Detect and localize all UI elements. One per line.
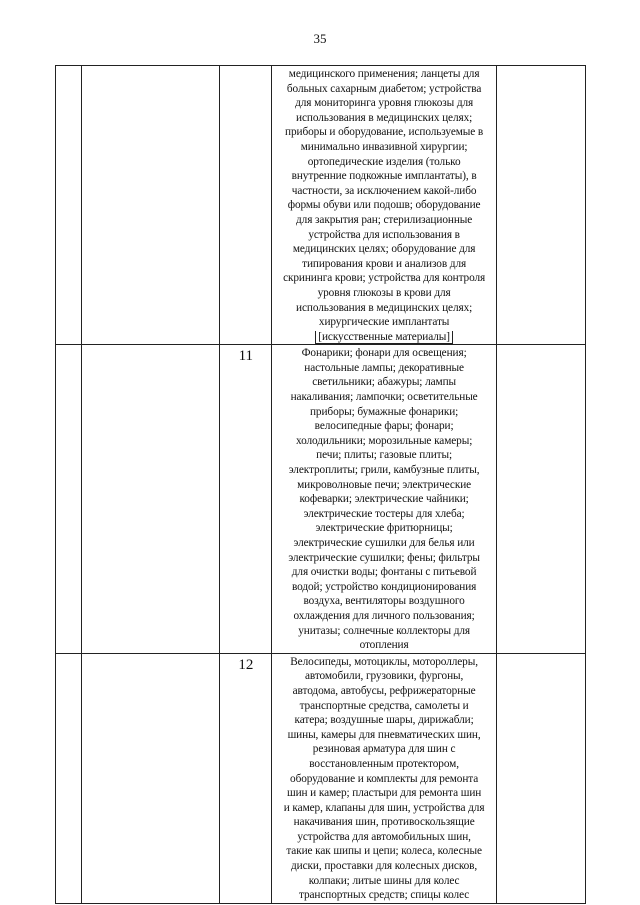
description-line: автомобили, грузовики, фургоны,	[304, 670, 464, 683]
description-line: резиновая арматура для шин с	[312, 743, 456, 756]
description-line: светильники; абажуры; лампы	[312, 376, 457, 389]
table-row	[56, 66, 586, 345]
description-line: оборудование и комплекты для ремонта	[290, 772, 479, 785]
description-line: для закрытия ран; стерилизационные	[296, 213, 473, 226]
description-line: автодома, автобусы, рефрижераторные	[292, 684, 476, 697]
class-number: 12	[220, 653, 272, 903]
description-line: устройства для использования в	[308, 228, 460, 241]
description-line: скрининга крови; устройства для контроля	[283, 272, 486, 285]
description-line	[274, 330, 493, 345]
description-line: восстановленным протектором,	[309, 757, 459, 770]
description-line: формы обуви или подошв; оборудование	[287, 199, 481, 212]
page-number: 35	[313, 31, 327, 46]
description-line: водой; устройство кондиционирования	[291, 580, 477, 593]
description-line: электрические сушилки; фены; фильтры	[288, 551, 480, 564]
description-line: шин и камер; пластыри для ремонта шин	[286, 787, 482, 800]
description-line: приборы; бумажные фонарики;	[309, 405, 459, 418]
goods-description	[272, 345, 496, 653]
description-line: уровня глюкозы в крови для	[317, 286, 451, 299]
description-line: медицинских целях; оборудование для	[292, 243, 476, 256]
description-line: использования в медицинских целях;	[296, 111, 473, 124]
description-line: Велосипеды, мотоциклы, мотороллеры,	[290, 655, 478, 668]
empty-cell	[56, 66, 82, 345]
description-line: Фонарики; фонари для освещения;	[301, 347, 467, 360]
description-line: настольные лампы; декоративные	[304, 361, 464, 374]
description-line: велосипедные фары; фонари;	[314, 420, 454, 433]
description-line: для очистки воды; фонтаны с питьевой	[291, 566, 477, 579]
description-line: минимально инвазивной хирургии;	[300, 140, 468, 153]
description-line: устройства для автомобильных шин,	[297, 830, 471, 843]
description-line: кофеварки; электрические чайники;	[299, 493, 469, 506]
description-line: больных сахарным диабетом; устройства	[286, 82, 482, 95]
description-line: хирургические имплантаты	[318, 316, 450, 329]
description-line: воздуха, вентиляторы воздушного	[303, 595, 465, 608]
description-line: накаливания; лампочки; осветительные	[290, 391, 478, 404]
class-number: 11	[220, 345, 272, 653]
description-line: медицинского применения; ланцеты для	[288, 68, 480, 80]
description-line: шины, камеры для пневматических шин,	[287, 728, 481, 741]
description-line: электрические тостеры для хлеба;	[303, 507, 465, 520]
empty-cell	[496, 653, 585, 903]
description-line: охлаждения для личного пользования;	[293, 609, 475, 622]
description-line: печи; плиты; газовые плиты;	[316, 449, 453, 462]
empty-cell	[496, 345, 585, 653]
description-line: транспортные средства, самолеты и	[299, 699, 469, 712]
empty-cell	[56, 345, 82, 653]
description-line: типирования крови и анализов для	[302, 257, 467, 270]
description-line: внутренние подкожные имплантаты), в	[291, 170, 477, 183]
description-line: такие как шипы и цепи; колеса, колесные	[286, 845, 482, 858]
description-line: отопления	[359, 639, 409, 652]
description-line: частности, за исключением какой-либо	[291, 184, 477, 197]
empty-cell	[496, 66, 585, 345]
empty-cell	[56, 653, 82, 903]
description-line: для мониторинга уровня глюкозы для	[295, 97, 474, 110]
description-line: унитазы; солнечные коллекторы для	[298, 624, 470, 637]
description-line: и камер, клапаны для шин, устройства для	[283, 801, 485, 814]
description-line: приборы и оборудование, используемые в	[285, 126, 484, 139]
description-line: электрические фритюрницы;	[315, 522, 453, 535]
empty-cell	[82, 345, 220, 653]
description-line: микроволновые печи; электрические	[297, 478, 472, 491]
description-line: диски, проставки для колесных дисков,	[291, 860, 478, 873]
description-line: электроплиты; грили, камбузные плиты,	[288, 464, 480, 477]
goods-table	[55, 65, 586, 904]
goods-description	[272, 653, 496, 903]
description-line: ортопедические изделия (только	[307, 155, 461, 168]
description-line: холодильники; морозильные камеры;	[295, 434, 473, 447]
description-line: колпаки; литые шины для колес	[308, 874, 460, 887]
table-row	[56, 345, 586, 653]
empty-cell	[82, 66, 220, 345]
description-line: накачивания шин, противоскользящие	[293, 816, 475, 829]
description-line: катера; воздушные шары, дирижабли;	[294, 714, 474, 727]
table-row	[56, 653, 586, 903]
description-line: использования в медицинских целях;	[296, 301, 473, 314]
empty-cell	[82, 653, 220, 903]
goods-description	[272, 66, 496, 345]
bracketed-text: [искусственные материалы]	[315, 331, 453, 344]
class-number	[220, 66, 272, 345]
description-line: транспортных средств; спицы колес	[299, 889, 470, 902]
description-line: электрические сушилки для белья или	[293, 537, 475, 549]
